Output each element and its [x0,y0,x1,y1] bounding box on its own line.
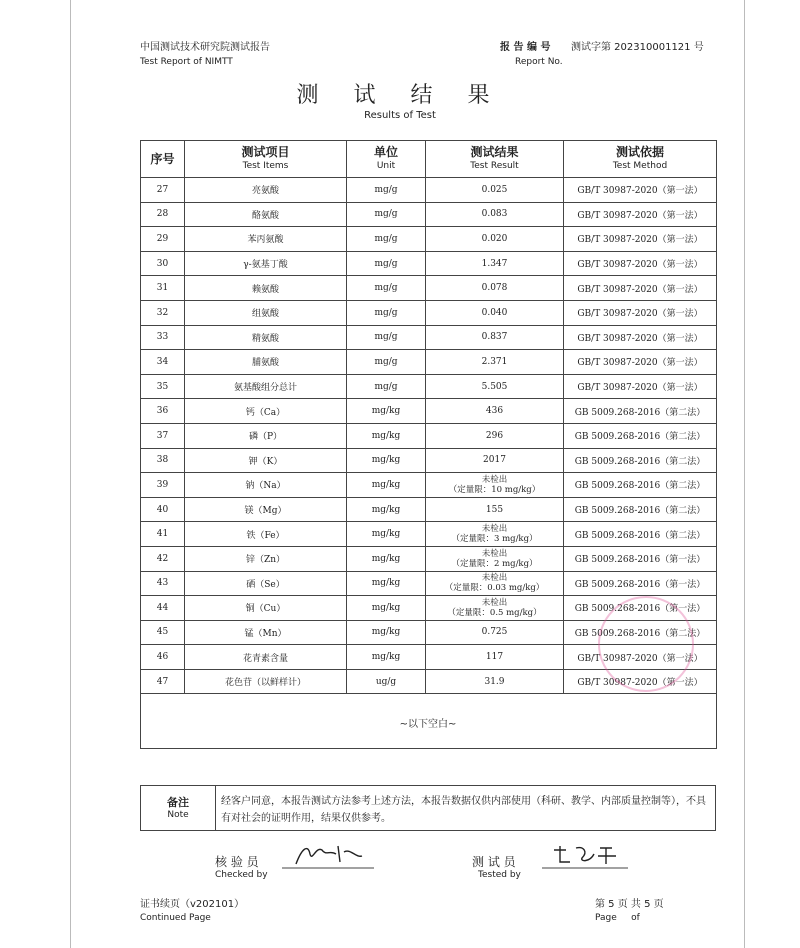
right-margin-line [744,0,745,948]
header-label-zh: 单位 [373,145,398,159]
cell-no: 37 [141,423,185,448]
header-label-zh: 序号 [150,151,175,166]
table-row [141,497,717,522]
cell-result: 0.040 [426,300,564,325]
page-number-en: Page of [595,913,640,923]
table-row [141,325,717,350]
result-value: 未检出 [481,573,508,584]
table-row [141,178,717,203]
cell-unit: mg/kg [347,448,426,473]
result-value: 未检出 [481,597,508,608]
table-row [141,251,717,276]
cell-item: 精氨酸 [185,325,347,350]
cell-no: 34 [141,350,185,375]
cell-result [426,596,564,621]
cell-item: 钠（Na） [185,473,347,498]
cell-item: 锌（Zn） [185,546,347,571]
page-subtitle: Results of Test [364,110,436,121]
table-row [141,300,717,325]
tested-by-label: 测 试 员 [472,855,516,869]
cell-no: 44 [141,596,185,621]
cell-item: 磷（P） [185,423,347,448]
cell-unit: mg/kg [347,645,426,670]
cell-result: 2.371 [426,350,564,375]
cell-item: 酪氨酸 [185,202,347,227]
cell-unit: mg/kg [347,546,426,571]
cell-result: 0.837 [426,325,564,350]
cell-result: 0.025 [426,178,564,203]
cell-method: GB 5009.268-2016（第二法） [564,522,717,547]
cell-result: 31.9 [426,669,564,694]
table-row [141,374,717,399]
result-limit: （定量限：0.03 mg/kg） [444,583,545,594]
cell-method: GB/T 30987-2020（第一法） [564,374,717,399]
header-col-method [564,141,717,178]
cell-no: 32 [141,300,185,325]
cell-result [426,546,564,571]
cell-result [426,571,564,596]
cell-unit: mg/g [347,202,426,227]
cell-result: 5.505 [426,374,564,399]
institute-name-en: Test Report of NIMTT [140,57,233,67]
cell-item: γ-氨基丁酸 [185,251,347,276]
report-no-value: 测试字第 202310001121 号 [571,42,704,53]
cell-no: 28 [141,202,185,227]
cell-result: 0.083 [426,202,564,227]
cell-method: GB/T 30987-2020（第一法） [564,178,717,203]
cell-no: 40 [141,497,185,522]
cell-item: 亮氨酸 [185,178,347,203]
tested-by-label-en: Tested by [478,870,521,880]
table-row [141,522,717,547]
note-label [141,786,216,830]
cell-item: 硒（Se） [185,571,347,596]
result-limit: （定量限：0.5 mg/kg） [447,607,542,618]
header-col-result [426,141,564,178]
cell-result: 117 [426,645,564,670]
result-limit: （定量限：2 mg/kg） [451,558,538,569]
cell-no: 47 [141,669,185,694]
header-label-zh: 测试项目 [241,145,290,159]
cell-unit: mg/g [347,227,426,252]
cell-no: 43 [141,571,185,596]
cell-result: 296 [426,423,564,448]
table-row [141,448,717,473]
header-col-unit [347,141,426,178]
result-value: 未检出 [481,548,508,559]
table-row [141,202,717,227]
table-row [141,473,717,498]
cell-unit: mg/g [347,276,426,301]
cell-item: 赖氨酸 [185,276,347,301]
table-row [141,399,717,424]
cell-unit: mg/g [347,350,426,375]
cell-unit: mg/g [347,178,426,203]
cell-unit: mg/kg [347,423,426,448]
cell-method: GB/T 30987-2020（第一法） [564,202,717,227]
cell-no: 39 [141,473,185,498]
report-no-label: 报 告 编 号 [500,42,551,53]
header-label-en: Test Method [612,161,668,171]
cell-result [426,522,564,547]
table-row [141,276,717,301]
cell-method: GB/T 30987-2020（第一法） [564,669,717,694]
cell-no: 31 [141,276,185,301]
cell-no: 46 [141,645,185,670]
cell-result: 0.020 [426,227,564,252]
left-margin-line [70,0,71,948]
header-label-en: Test Items [242,161,289,171]
checker-signature [278,838,378,872]
cell-method: GB/T 30987-2020（第一法） [564,645,717,670]
cell-unit: ug/g [347,669,426,694]
cell-no: 45 [141,620,185,645]
result-limit: （定量限：10 mg/kg） [448,484,541,495]
cell-method: GB 5009.268-2016（第一法） [564,596,717,621]
cell-no: 33 [141,325,185,350]
cell-method: GB 5009.268-2016（第一法） [564,571,717,596]
cell-result: 436 [426,399,564,424]
cell-unit: mg/kg [347,596,426,621]
cell-item: 组氨酸 [185,300,347,325]
cell-unit: mg/kg [347,522,426,547]
cell-no: 38 [141,448,185,473]
cell-result: 1.347 [426,251,564,276]
table-row [141,227,717,252]
report-no-label-en: Report No. [515,57,563,67]
cell-item: 苯丙氨酸 [185,227,347,252]
cell-method: GB/T 30987-2020（第一法） [564,251,717,276]
cell-result: 0.078 [426,276,564,301]
result-value: 未检出 [481,524,508,535]
cell-item: 花色苷（以鲜样计） [185,669,347,694]
note-box [140,785,716,831]
cell-no: 42 [141,546,185,571]
cell-unit: mg/kg [347,399,426,424]
cell-method: GB 5009.268-2016（第一法） [564,546,717,571]
cell-method: GB 5009.268-2016（第二法） [564,423,717,448]
cell-method: GB/T 30987-2020（第一法） [564,227,717,252]
header-label-en: Unit [376,161,396,171]
page-title: 测 试 结 果 [296,83,504,108]
header-col-no [141,141,185,178]
cell-unit: mg/kg [347,620,426,645]
cell-unit: mg/g [347,325,426,350]
cell-method: GB 5009.268-2016（第二法） [564,448,717,473]
institute-name-zh: 中国测试技术研究院测试报告 [140,42,270,53]
cell-result [426,473,564,498]
note-label-zh: 备注 [167,796,189,809]
header-label-zh: 测试结果 [470,145,519,159]
cell-method: GB/T 30987-2020（第一法） [564,350,717,375]
cell-method: GB/T 30987-2020（第一法） [564,300,717,325]
cell-method: GB 5009.268-2016（第二法） [564,473,717,498]
cell-item: 钙（Ca） [185,399,347,424]
official-stamp [598,596,694,692]
table-row [141,423,717,448]
cell-item: 钾（K） [185,448,347,473]
checked-by-label-en: Checked by [215,870,268,880]
continued-page-zh: 证书续页（v202101） [140,899,245,910]
page-number-zh: 第 5 页 共 5 页 [595,899,664,910]
table-row [141,350,717,375]
cell-item: 铜（Cu） [185,596,347,621]
cell-unit: mg/kg [347,497,426,522]
continued-page-en: Continued Page [140,913,211,923]
cell-result: 0.725 [426,620,564,645]
header-label-en: Test Result [470,161,519,171]
cell-no: 35 [141,374,185,399]
result-value: 未检出 [481,474,508,485]
table-row [141,546,717,571]
cell-unit: mg/kg [347,571,426,596]
cell-item: 氨基酸组分总计 [185,374,347,399]
cell-method: GB 5009.268-2016（第二法） [564,399,717,424]
cell-method: GB/T 30987-2020（第一法） [564,325,717,350]
result-limit: （定量限：3 mg/kg） [451,534,538,545]
table-row [141,571,717,596]
note-text: 经客户同意，本报告测试方法参考上述方法，本报告数据仅供内部使用（科研、教学、内部质量控制等），不具有对社会的证明作用，结果仅供参考。 [221,796,706,824]
cell-item: 铁（Fe） [185,522,347,547]
note-label-en: Note [167,810,189,820]
blank-note: ~以下空白~ [399,719,457,730]
cell-item: 锰（Mn） [185,620,347,645]
header-col-item [185,141,347,178]
cell-method: GB 5009.268-2016（第二法） [564,497,717,522]
cell-no: 29 [141,227,185,252]
cell-unit: mg/g [347,300,426,325]
cell-method: GB/T 30987-2020（第一法） [564,276,717,301]
cell-result: 2017 [426,448,564,473]
cell-no: 41 [141,522,185,547]
cell-unit: mg/g [347,251,426,276]
tester-signature [540,840,630,872]
cell-result: 155 [426,497,564,522]
cell-method: GB 5009.268-2016（第二法） [564,620,717,645]
table-header-row [141,141,717,178]
cell-item: 镁（Mg） [185,497,347,522]
cell-item: 脯氨酸 [185,350,347,375]
checked-by-label: 核 验 员 [215,855,259,869]
cell-item: 花青素含量 [185,645,347,670]
cell-no: 30 [141,251,185,276]
cell-unit: mg/g [347,374,426,399]
cell-no: 36 [141,399,185,424]
header-label-zh: 测试依据 [615,145,664,159]
cell-no: 27 [141,178,185,203]
cell-unit: mg/kg [347,473,426,498]
